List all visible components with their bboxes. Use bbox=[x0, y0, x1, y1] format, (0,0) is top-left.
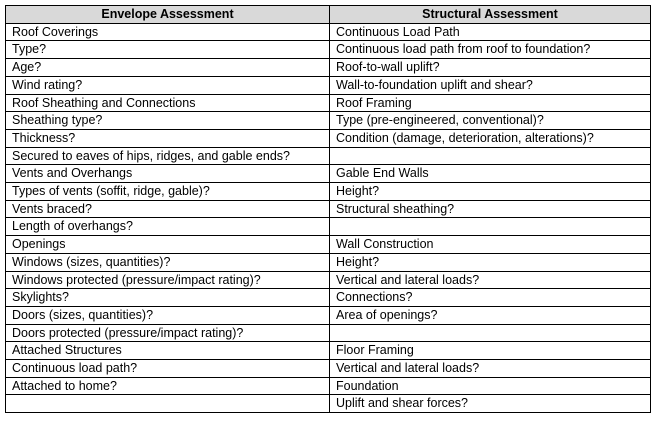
structural-item-cell: Structural sheathing? bbox=[330, 200, 651, 218]
envelope-category-cell: Roof Coverings bbox=[6, 23, 330, 41]
envelope-item-cell: Windows protected (pressure/impact rating)? bbox=[6, 271, 330, 289]
structural-item-cell: Type (pre-engineered, conventional)? bbox=[330, 112, 651, 130]
envelope-item-cell: Windows (sizes, quantities)? bbox=[6, 253, 330, 271]
structural-assessment-header: Structural Assessment bbox=[330, 6, 651, 24]
table-row bbox=[6, 76, 651, 94]
assessment-table bbox=[5, 5, 651, 413]
envelope-item-cell: Attached to home? bbox=[6, 377, 330, 395]
structural-item-cell: Continuous load path from roof to foundation? bbox=[330, 41, 651, 59]
structural-category-cell: Wall Construction bbox=[330, 236, 651, 254]
envelope-empty-cell bbox=[6, 395, 330, 413]
structural-item-cell: Area of openings? bbox=[330, 306, 651, 324]
structural-item-cell: Vertical and lateral loads? bbox=[330, 360, 651, 378]
table-row bbox=[6, 112, 651, 130]
table-row bbox=[6, 147, 651, 165]
table-row bbox=[6, 271, 651, 289]
table-row bbox=[6, 289, 651, 307]
table-row bbox=[6, 165, 651, 183]
structural-category-cell: Foundation bbox=[330, 377, 651, 395]
table-row bbox=[6, 183, 651, 201]
structural-empty-cell bbox=[330, 218, 651, 236]
envelope-category-cell: Openings bbox=[6, 236, 330, 254]
table-row bbox=[6, 324, 651, 342]
table-row bbox=[6, 306, 651, 324]
structural-empty-cell bbox=[330, 147, 651, 165]
structural-item-cell: Uplift and shear forces? bbox=[330, 395, 651, 413]
table-row bbox=[6, 342, 651, 360]
envelope-item-cell: Types of vents (soffit, ridge, gable)? bbox=[6, 183, 330, 201]
table-row bbox=[6, 200, 651, 218]
table-header bbox=[6, 6, 651, 24]
envelope-item-cell: Age? bbox=[6, 59, 330, 77]
table-row bbox=[6, 236, 651, 254]
structural-category-cell: Roof Framing bbox=[330, 94, 651, 112]
envelope-item-cell: Wind rating? bbox=[6, 76, 330, 94]
table-body bbox=[6, 23, 651, 412]
structural-item-cell: Wall-to-foundation uplift and shear? bbox=[330, 76, 651, 94]
table-row bbox=[6, 377, 651, 395]
envelope-category-cell: Vents and Overhangs bbox=[6, 165, 330, 183]
envelope-item-cell: Skylights? bbox=[6, 289, 330, 307]
table-row bbox=[6, 253, 651, 271]
envelope-item-cell: Continuous load path? bbox=[6, 360, 330, 378]
table-row bbox=[6, 23, 651, 41]
header-row bbox=[6, 6, 651, 24]
table-row bbox=[6, 218, 651, 236]
envelope-item-cell: Type? bbox=[6, 41, 330, 59]
structural-category-cell: Floor Framing bbox=[330, 342, 651, 360]
table-row bbox=[6, 395, 651, 413]
envelope-item-cell: Vents braced? bbox=[6, 200, 330, 218]
table-row bbox=[6, 360, 651, 378]
structural-category-cell: Continuous Load Path bbox=[330, 23, 651, 41]
structural-category-cell: Gable End Walls bbox=[330, 165, 651, 183]
structural-item-cell: Height? bbox=[330, 183, 651, 201]
envelope-item-cell: Doors (sizes, quantities)? bbox=[6, 306, 330, 324]
structural-empty-cell bbox=[330, 324, 651, 342]
structural-item-cell: Condition (damage, deterioration, alterations)? bbox=[330, 129, 651, 147]
structural-item-cell: Connections? bbox=[330, 289, 651, 307]
envelope-item-cell: Secured to eaves of hips, ridges, and gable ends? bbox=[6, 147, 330, 165]
envelope-item-cell: Thickness? bbox=[6, 129, 330, 147]
table-row bbox=[6, 129, 651, 147]
table-row bbox=[6, 41, 651, 59]
envelope-item-cell: Doors protected (pressure/impact rating)? bbox=[6, 324, 330, 342]
table-row bbox=[6, 94, 651, 112]
structural-item-cell: Vertical and lateral loads? bbox=[330, 271, 651, 289]
envelope-item-cell: Length of overhangs? bbox=[6, 218, 330, 236]
table-row bbox=[6, 59, 651, 77]
structural-item-cell: Height? bbox=[330, 253, 651, 271]
envelope-assessment-header: Envelope Assessment bbox=[6, 6, 330, 24]
envelope-item-cell: Sheathing type? bbox=[6, 112, 330, 130]
envelope-category-cell: Roof Sheathing and Connections bbox=[6, 94, 330, 112]
envelope-category-cell: Attached Structures bbox=[6, 342, 330, 360]
structural-item-cell: Roof-to-wall uplift? bbox=[330, 59, 651, 77]
